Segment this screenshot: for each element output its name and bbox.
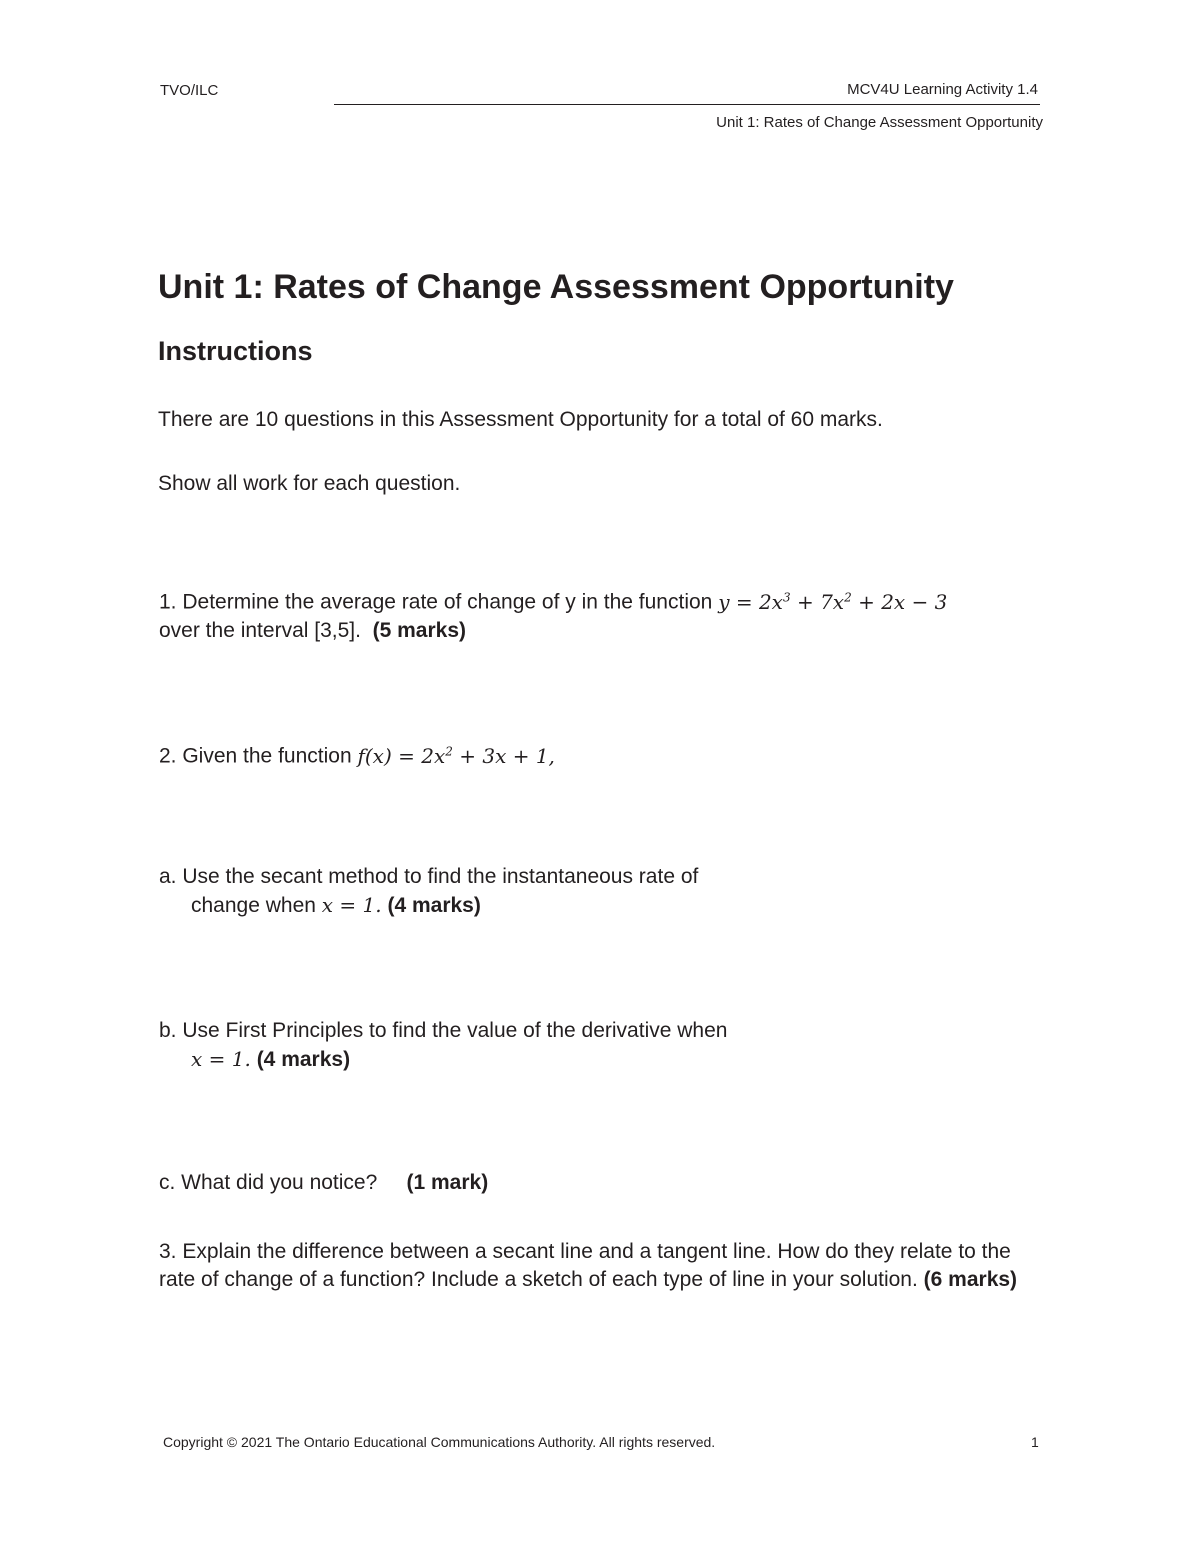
header-activity: MCV4U Learning Activity 1.4	[847, 81, 1038, 98]
question-3	[159, 1238, 1039, 1294]
question-2c-marks: (1 mark)	[406, 1171, 489, 1194]
header-rule	[334, 104, 1040, 105]
question-1-equation: $y = 2x^3 + 7x^2 + 2x - 3$	[718, 589, 948, 614]
instructions-total: There are 10 questions in this Assessment Opportunity for a total of 60 marks.	[158, 408, 883, 431]
question-3-marks: (6 marks)	[923, 1268, 1018, 1291]
question-1-interval: over the interval [3,5].	[159, 618, 361, 642]
footer-copyright: Copyright © 2021 The Ontario Educational Communications Authority. All rights reserved.	[163, 1434, 716, 1450]
question-2c	[159, 1169, 488, 1197]
footer-page-number: 1	[1031, 1434, 1039, 1450]
question-1	[159, 583, 1059, 645]
question-2a-marks: (4 marks)	[387, 894, 481, 917]
header-org: TVO/ILC	[160, 82, 219, 99]
question-1-text: 1. Determine the average rate of change of y in the function	[159, 590, 713, 614]
page-title: Unit 1: Rates of Change Assessment Opportunity	[158, 268, 954, 306]
instructions-heading: Instructions	[158, 336, 313, 366]
question-1-marks: (5 marks)	[372, 618, 467, 642]
question-2a-equation: x = 1.	[321, 893, 382, 917]
question-2a	[159, 863, 698, 920]
question-2-text: 2. Given the function	[159, 744, 352, 768]
question-2b-marks: (4 marks)	[256, 1048, 351, 1071]
question-2-equation: $f(x) = 2x^2 + 3x + 1$,	[357, 743, 555, 768]
question-3-text: 3. Explain the difference between a secant line and a tangent line. How do they relate to the rate of change of a function? Include a sketch of each type of line in your solution.	[159, 1240, 1011, 1291]
instructions-show-work: Show all work for each question.	[158, 472, 461, 495]
question-2b	[159, 1017, 727, 1074]
question-2c-text: c. What did you notice?	[159, 1171, 378, 1194]
question-2	[159, 737, 555, 771]
question-2b-equation: x = 1.	[191, 1047, 251, 1071]
question-2b-text: b. Use First Principles to find the value of the derivative when	[159, 1019, 728, 1042]
question-2a-text: a. Use the secant method to find the instantaneous rate of	[159, 865, 699, 888]
header-subtitle: Unit 1: Rates of Change Assessment Opportunity	[716, 114, 1043, 131]
question-2a-text2: change when	[191, 894, 316, 917]
